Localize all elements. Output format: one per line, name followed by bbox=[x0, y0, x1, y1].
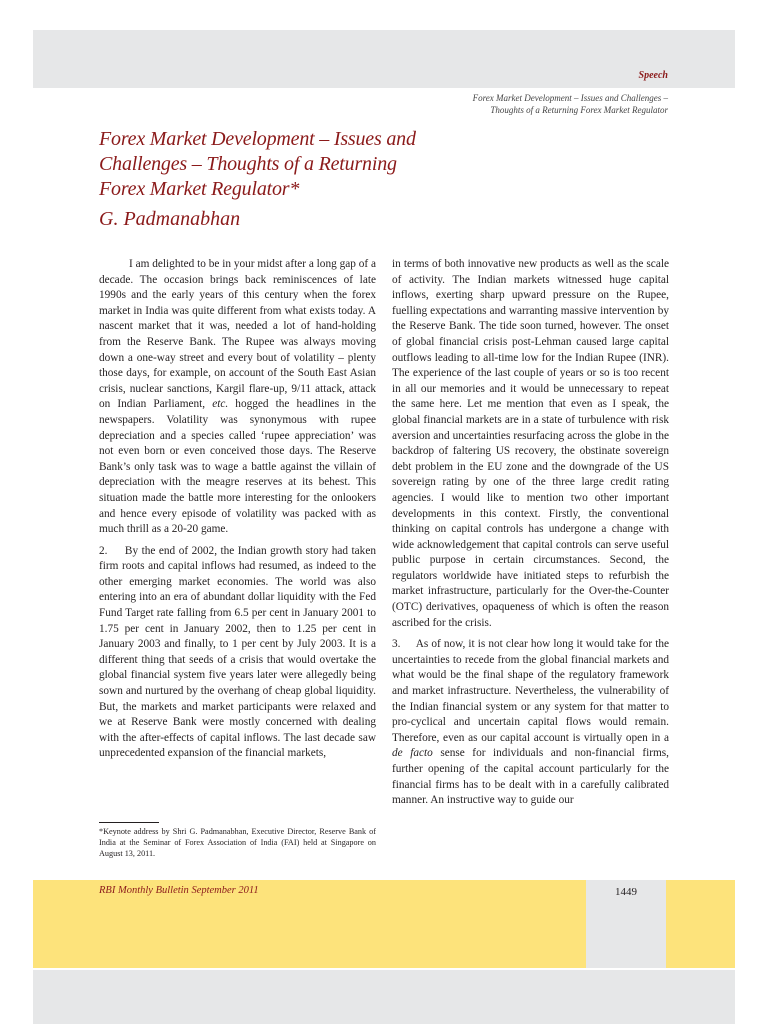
page-number: 1449 bbox=[615, 886, 637, 898]
paragraph-3-defacto: de facto bbox=[392, 747, 433, 760]
paragraph-2-continued: in terms of both innovative new products as well as the scale of activity. The Indian markets witnessed huge capital inflows, exerting sharp upward pressure on the Rupee, fuelling expectations and warranting massive intervention by the Reserve Bank. The tide soon turned, however. The onset of global financial crisis post-Lehman caused large capital outflows leading to all-time low for the Indian Rupee (INR). The experience of the last couple of years or so is too recent in all our memories and it would be unnecessary to repeat the same here. Let me mention that even as I speak, the global financial markets are in a state of turbulence with risk aversion and uncertainties resurfacing across the globe in the backdrop of faltering US recovery, the obstinate sovereign debt problem in the EU zone and the downgrade of the US sovereign rating by one of the three large credit rating agencies. I would like to mention two other important developments in this context. Firstly, the conventional thinking on capital controls has undergone a change with wide acknowledgement that capital controls can serve useful public purpose in certain circumstances. Second, the regulators worldwide have initiated steps to refurbish the market infrastructure, particularly for the Over-the-Counter (OTC) derivatives, opaqueness of which is often the reason ascribed for the crisis. bbox=[392, 258, 669, 629]
paragraph-3 bbox=[392, 637, 669, 809]
running-head-line-2: Thoughts of a Returning Forex Market Regulator bbox=[490, 105, 668, 115]
running-head bbox=[368, 92, 668, 116]
paragraph-1 bbox=[99, 257, 376, 538]
footnote-rule bbox=[99, 822, 159, 823]
next-page-band bbox=[33, 970, 735, 1024]
footer-bulletin-name: RBI Monthly Bulletin bbox=[99, 885, 189, 896]
article-author: G. Padmanabhan bbox=[99, 208, 241, 230]
footer-bulletin bbox=[99, 885, 259, 896]
paragraph-3-text-a: 3. As of now, it is not clear how long it would take for the uncertainties to recede from the global financial markets and what would be the final shape of the regulatory framework and market infrastructure. Nevertheless, the vulnerability of the Indian financial system or any system for that matter to pro-cyclical and uncertain capital flows would remain. Therefore, even as our capital account is virtually open in a bbox=[392, 638, 669, 744]
paragraph-1-text-a: I am delighted to be in your midst after a long gap of a decade. The occasion brings back reminiscences of late 1990s and the early years of this century when the forex market in India was quite different from what exists today. A nascent market that it was, needed a lot of hand-holding from the Reserve Bank. The Rupee was always moving down a one-way street and every bout of volatility – plenty those days, for example, on account of the South East Asian crisis, nuclear sanctions, Kargil flare-up, 9/11 attack, attack on Indian Parliament, bbox=[99, 258, 376, 411]
paragraph-1-etc: etc. bbox=[212, 398, 229, 411]
header-band bbox=[33, 30, 735, 88]
left-column bbox=[99, 257, 376, 768]
paragraph-2: 2. By the end of 2002, the Indian growth story had taken firm roots and capital inflows had resumed, as indeed to the other emerging market economies. The world was also entering into an era of abundant dollar liquidity with the Fed Fund Target rate falling from 6.5 per cent in January 2001 to 1.75 per cent in January 2002, then to 1.25 per cent in January 2003 and finally, to 1 per cent by July 2003. It is a different thing that seeds of a crisis that would overtake the global financial system five years later were allegedly being sown and nurtured by the overhang of cheap global liquidity. But, the markets and market participants were relaxed and we at Reserve Bank were mostly concerned with dealing with the after-effects of capital inflows. The last decade saw unprecedented expansion of the financial markets, bbox=[99, 544, 376, 760]
paragraph-1-text-b: hogged the headlines in the newspapers. Volatility was synonymous with rupee depreciation and a species called ‘rupee appreciation’ was not even born or even conceived those days. The Reserve Bank’s only task was to wage a battle against the villain of depreciation with the meagre reserves at its behest. This situation made the battle more interesting for the onlookers and hence every episode of volatility was packed with as much thrill as a 20-20 game. bbox=[99, 398, 376, 536]
footnote: *Keynote address by Shri G. Padmanabhan, Executive Director, Reserve Bank of India at the Seminar of Forex Association of India (FAI) held at Singapore on August 13, 2011. bbox=[99, 827, 376, 858]
right-column bbox=[392, 257, 669, 815]
running-head-line-1: Forex Market Development – Issues and Challenges – bbox=[472, 93, 668, 103]
paragraph-3-text-b: sense for individuals and non-financial firms, further opening of the capital account particularly for the financial firms has to be dealt with in a carefully calibrated manner. An instructive way to guide our bbox=[392, 747, 669, 807]
article-title: Forex Market Development – Issues and Challenges – Thoughts of a Returning Forex Market Regulator* bbox=[99, 128, 416, 200]
section-label: Speech bbox=[638, 70, 668, 81]
footer-bulletin-month: September 2011 bbox=[191, 885, 259, 896]
